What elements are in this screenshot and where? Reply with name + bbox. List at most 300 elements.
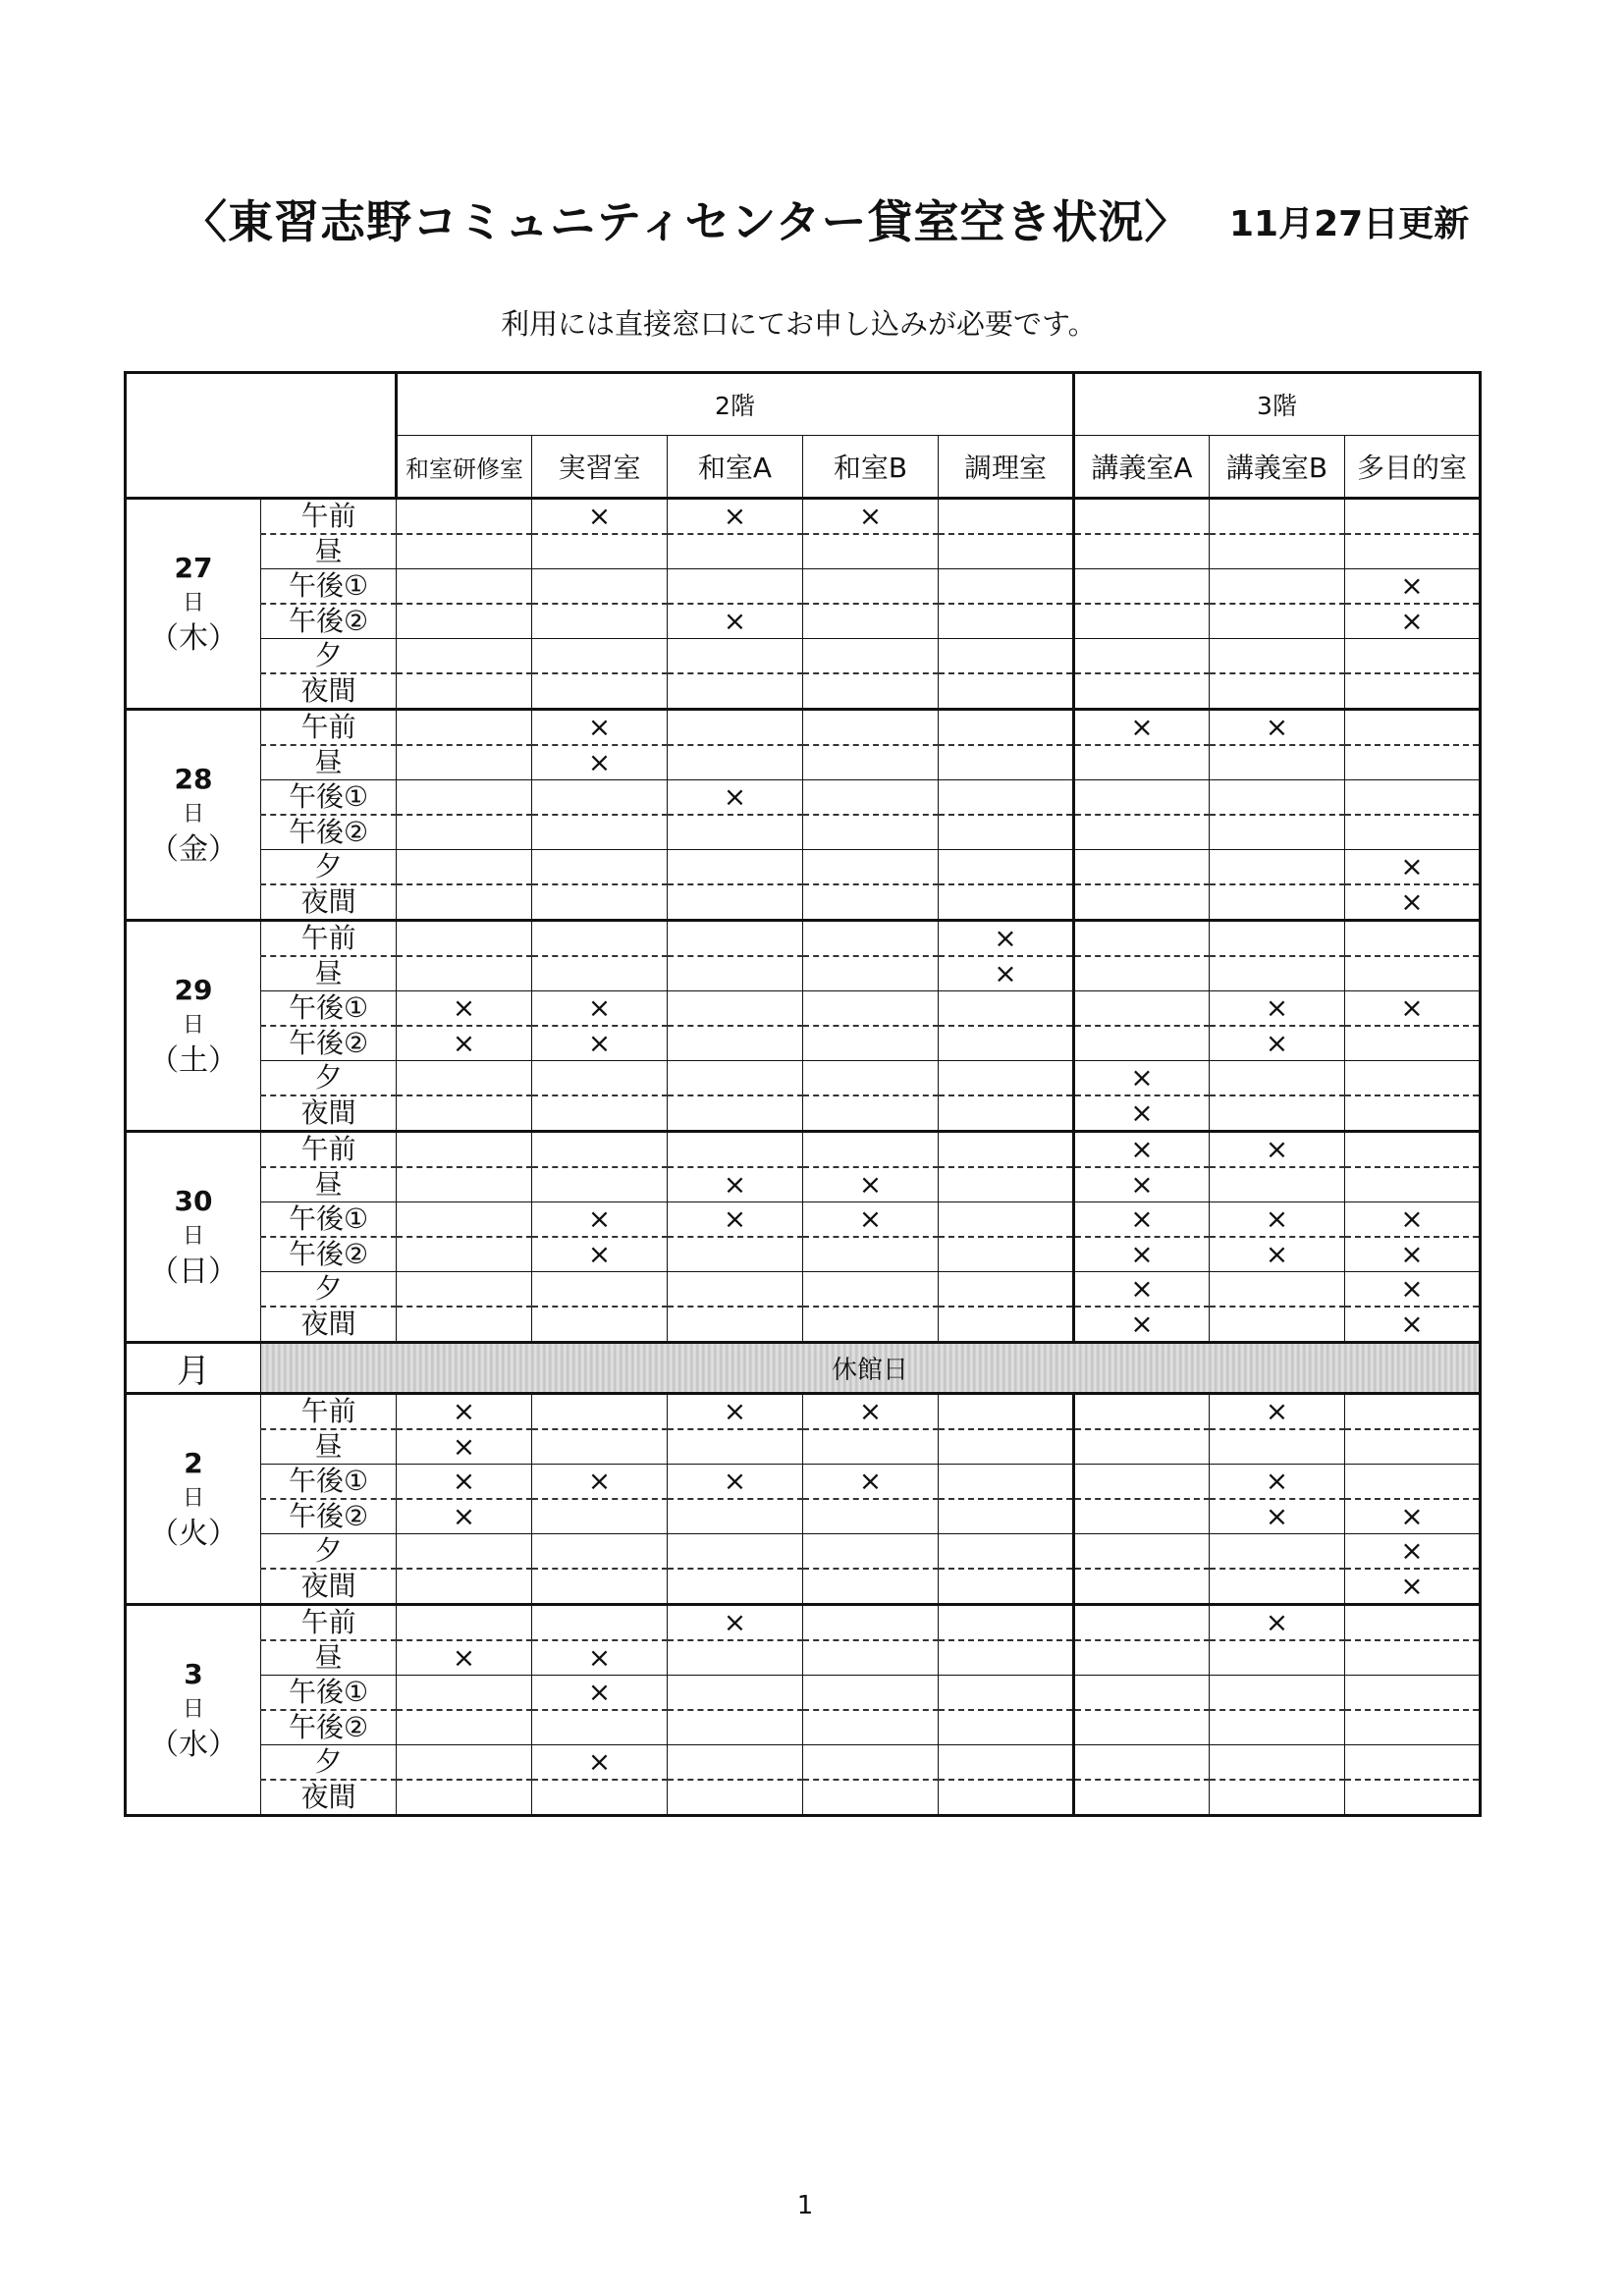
availability-cell [397,1780,532,1816]
availability-cell [939,673,1074,710]
table-row [126,1167,1481,1202]
day-unit: 日 [182,1486,204,1511]
availability-cell [397,780,532,816]
room-availability-table [124,371,1482,1817]
availability-cell [803,1569,939,1605]
time-slot-label: 午後② [261,815,397,850]
time-slot-label: 午後① [261,780,397,816]
table-row [126,1569,1481,1605]
time-slot-label: 午後② [261,604,397,639]
availability-cell [1210,884,1345,921]
day-weekday: （土） [149,1043,238,1078]
booked-mark: × [532,1465,668,1500]
availability-cell [939,1307,1074,1343]
table-corner [126,373,397,499]
availability-cell [1210,1780,1345,1816]
booked-mark: × [532,1237,668,1272]
booked-mark: × [1210,1026,1345,1061]
time-slot-label: 午前 [261,1605,397,1641]
booked-mark: × [1345,1569,1481,1605]
availability-cell [1210,1640,1345,1676]
availability-cell [1345,710,1481,746]
time-slot-label: 夕 [261,1061,397,1096]
availability-cell [1345,745,1481,780]
availability-cell [1345,1026,1481,1061]
availability-cell [803,1237,939,1272]
availability-cell [668,1676,803,1711]
booked-mark: × [668,1465,803,1500]
availability-cell [1210,1307,1345,1343]
availability-cell [397,1167,532,1202]
booked-mark: × [668,1605,803,1641]
availability-cell [1074,1499,1210,1534]
booked-mark: × [803,499,939,535]
availability-cell [397,1710,532,1745]
availability-cell [803,1745,939,1781]
availability-cell [803,1132,939,1168]
availability-cell [803,1061,939,1096]
table-row [126,1202,1481,1238]
availability-cell [1210,815,1345,850]
availability-cell [1345,1676,1481,1711]
day-number: 29 [174,974,213,1006]
availability-cell [668,710,803,746]
table-row [126,1676,1481,1711]
availability-cell [939,604,1074,639]
booked-mark: × [397,1394,532,1430]
closed-day-row [126,1343,1481,1394]
availability-cell [1210,534,1345,569]
availability-cell [668,534,803,569]
booked-mark: × [532,991,668,1027]
time-slot-label: 夜間 [261,1569,397,1605]
booked-mark: × [1074,1132,1210,1168]
availability-cell [1074,1429,1210,1465]
availability-cell [668,745,803,780]
availability-cell [668,1307,803,1343]
availability-cell [1074,991,1210,1027]
availability-cell [803,850,939,885]
availability-cell [803,569,939,605]
availability-cell [939,1605,1074,1641]
availability-cell [397,673,532,710]
availability-cell [397,1605,532,1641]
booked-mark: × [1074,1167,1210,1202]
availability-cell [1074,569,1210,605]
availability-cell [1345,1429,1481,1465]
room-header: 和室研修室 [397,436,532,499]
day-cell [126,921,261,1132]
availability-cell [939,1026,1074,1061]
booked-mark: × [1210,1394,1345,1430]
day-weekday: （水） [149,1728,238,1762]
time-slot-label: 午後① [261,1676,397,1711]
time-slot-label: 夕 [261,639,397,674]
availability-cell [1074,956,1210,991]
time-slot-label: 午前 [261,921,397,957]
booked-mark: × [668,1167,803,1202]
table-row [126,1499,1481,1534]
availability-cell [532,1272,668,1308]
time-slot-label: 午後② [261,1710,397,1745]
booked-mark: × [532,499,668,535]
availability-cell [668,1237,803,1272]
availability-cell [532,850,668,885]
booked-mark: × [1074,1061,1210,1096]
time-slot-label: 午前 [261,1132,397,1168]
time-slot-label: 午後② [261,1499,397,1534]
availability-cell [939,499,1074,535]
availability-cell [532,1167,668,1202]
day-weekday: （日） [149,1255,238,1289]
availability-cell [668,673,803,710]
time-slot-label: 夕 [261,1745,397,1781]
availability-cell [397,534,532,569]
availability-cell [803,1605,939,1641]
booked-mark: × [939,921,1074,957]
table-row [126,1095,1481,1132]
availability-cell [1345,956,1481,991]
booked-mark: × [1345,1237,1481,1272]
booked-mark: × [397,1465,532,1500]
booked-mark: × [532,1745,668,1781]
availability-cell [397,1237,532,1272]
availability-cell [397,639,532,674]
table-row [126,1745,1481,1781]
availability-cell [1345,1710,1481,1745]
table-row [126,1026,1481,1061]
availability-cell [668,815,803,850]
availability-cell [939,1061,1074,1096]
availability-cell [1074,1394,1210,1430]
availability-cell [668,850,803,885]
availability-cell [1345,499,1481,535]
availability-cell [939,850,1074,885]
availability-cell [397,1061,532,1096]
availability-cell [532,1061,668,1096]
availability-cell [397,604,532,639]
availability-cell [939,1640,1074,1676]
booked-mark: × [1210,1132,1345,1168]
availability-cell [668,1780,803,1816]
availability-cell [1074,1605,1210,1641]
availability-cell [939,1534,1074,1570]
time-slot-label: 午後② [261,1026,397,1061]
availability-cell [532,1095,668,1132]
availability-cell [1210,569,1345,605]
availability-cell [1210,921,1345,957]
booked-mark: × [668,1202,803,1238]
table-row [126,815,1481,850]
time-slot-label: 夜間 [261,1095,397,1132]
availability-cell [939,991,1074,1027]
time-slot-label: 昼 [261,1640,397,1676]
availability-cell [803,604,939,639]
booked-mark: × [1345,569,1481,605]
availability-cell [668,1272,803,1308]
availability-cell [1345,639,1481,674]
availability-cell [1345,815,1481,850]
table-row [126,1710,1481,1745]
availability-cell [532,921,668,957]
time-slot-label: 昼 [261,1167,397,1202]
room-header: 多目的室 [1345,436,1481,499]
time-slot-label: 昼 [261,534,397,569]
availability-cell [1210,1272,1345,1308]
availability-cell [1074,815,1210,850]
availability-cell [1345,1465,1481,1500]
floor-header: 3階 [1074,373,1481,436]
time-slot-label: 夜間 [261,884,397,921]
table-row [126,534,1481,569]
availability-cell [532,569,668,605]
availability-cell [1210,1745,1345,1781]
availability-cell [1345,1780,1481,1816]
closed-notice: 休館日 [261,1343,1481,1394]
availability-cell [939,815,1074,850]
update-date: 11月27日更新 [1229,204,1470,244]
table-row [126,780,1481,816]
time-slot-label: 午前 [261,710,397,746]
availability-cell [668,1132,803,1168]
booked-mark: × [532,1026,668,1061]
availability-cell [1345,780,1481,816]
availability-cell [939,745,1074,780]
availability-cell [397,1745,532,1781]
booked-mark: × [1345,1499,1481,1534]
availability-cell [939,1710,1074,1745]
day-unit: 日 [182,1013,204,1038]
table-row [126,604,1481,639]
room-header: 実習室 [532,436,668,499]
booked-mark: × [1074,710,1210,746]
day-number: 2 [184,1447,203,1479]
availability-cell [1074,1465,1210,1500]
table-row [126,1272,1481,1308]
availability-cell [1210,956,1345,991]
day-weekday: （金） [149,832,238,867]
availability-cell [803,884,939,921]
availability-cell [803,1026,939,1061]
availability-cell [668,991,803,1027]
time-slot-label: 夕 [261,1534,397,1570]
availability-cell [532,884,668,921]
availability-cell [397,1569,532,1605]
table-row [126,1307,1481,1343]
availability-cell [397,1272,532,1308]
availability-cell [1210,639,1345,674]
time-slot-label: 昼 [261,745,397,780]
time-slot-label: 昼 [261,1429,397,1465]
booked-mark: × [668,604,803,639]
booked-mark: × [1345,1534,1481,1570]
availability-cell [803,1710,939,1745]
day-number: 30 [174,1185,213,1217]
availability-cell [1074,1745,1210,1781]
availability-cell [397,1307,532,1343]
availability-cell [1074,534,1210,569]
day-unit: 日 [182,802,204,827]
availability-cell [532,1307,668,1343]
availability-cell [1345,1640,1481,1676]
availability-cell [803,710,939,746]
day-cell [126,1394,261,1605]
availability-cell [939,1780,1074,1816]
availability-cell [1210,780,1345,816]
availability-cell [1074,1640,1210,1676]
booked-mark: × [1074,1307,1210,1343]
time-slot-label: 午後① [261,1465,397,1500]
availability-cell [1345,673,1481,710]
availability-cell [668,1640,803,1676]
table-row [126,1429,1481,1465]
availability-cell [1345,1605,1481,1641]
booked-mark: × [397,991,532,1027]
day-cell [126,1605,261,1816]
availability-cell [397,956,532,991]
table-row [126,1465,1481,1500]
availability-cell [668,1095,803,1132]
availability-cell [397,1676,532,1711]
booked-mark: × [1074,1095,1210,1132]
booked-mark: × [532,1640,668,1676]
availability-cell [803,780,939,816]
table-row [126,569,1481,605]
availability-cell [1210,1167,1345,1202]
day-weekday: （火） [149,1517,238,1551]
availability-cell [939,569,1074,605]
booked-mark: × [1210,1499,1345,1534]
availability-cell [1074,884,1210,921]
booked-mark: × [1210,1237,1345,1272]
availability-cell [939,1394,1074,1430]
availability-cell [1210,745,1345,780]
table-row [126,991,1481,1027]
availability-cell [1210,1710,1345,1745]
availability-cell [532,1569,668,1605]
booked-mark: × [1074,1237,1210,1272]
availability-cell [939,1237,1074,1272]
booked-mark: × [1345,991,1481,1027]
booked-mark: × [939,956,1074,991]
availability-cell [1345,1167,1481,1202]
availability-cell [803,921,939,957]
availability-cell [803,639,939,674]
day-weekday: （木） [149,621,238,656]
table-row [126,499,1481,535]
closed-day-label: 月 [126,1343,261,1394]
table-row [126,1780,1481,1816]
table-row [126,745,1481,780]
table-row [126,1534,1481,1570]
booked-mark: × [1210,1465,1345,1500]
availability-cell [532,673,668,710]
availability-cell [532,1605,668,1641]
day-cell [126,710,261,921]
availability-cell [1210,1061,1345,1096]
availability-cell [1345,1745,1481,1781]
availability-cell [668,569,803,605]
availability-cell [1074,639,1210,674]
availability-cell [939,1569,1074,1605]
time-slot-label: 午前 [261,1394,397,1430]
booked-mark: × [668,499,803,535]
table-row [126,1394,1481,1430]
table-row [126,673,1481,710]
availability-cell [397,1534,532,1570]
availability-cell [532,1534,668,1570]
availability-cell [939,1202,1074,1238]
table-row [126,921,1481,957]
availability-cell [532,1710,668,1745]
booked-mark: × [532,710,668,746]
booked-mark: × [532,1202,668,1238]
availability-cell [939,1167,1074,1202]
day-cell [126,499,261,710]
booked-mark: × [803,1465,939,1500]
availability-cell [532,1499,668,1534]
floor-header: 2階 [397,373,1074,436]
booked-mark: × [1345,1272,1481,1308]
application-notice: 利用には直接窓口にてお申し込みが必要です。 [501,307,1097,341]
availability-cell [1074,673,1210,710]
availability-cell [397,884,532,921]
availability-cell [1074,1676,1210,1711]
booked-mark: × [1074,1272,1210,1308]
availability-cell [1074,850,1210,885]
availability-cell [532,780,668,816]
availability-cell [803,534,939,569]
table-row [126,1237,1481,1272]
availability-cell [1074,780,1210,816]
availability-cell [939,1465,1074,1500]
availability-cell [397,850,532,885]
availability-cell [803,1095,939,1132]
availability-cell [668,1061,803,1096]
time-slot-label: 午前 [261,499,397,535]
availability-cell [1345,1095,1481,1132]
availability-cell [397,1095,532,1132]
booked-mark: × [1210,710,1345,746]
availability-cell [668,1499,803,1534]
day-unit: 日 [182,1224,204,1249]
availability-cell [532,1780,668,1816]
day-number: 28 [174,763,213,795]
booked-mark: × [1345,1202,1481,1238]
availability-cell [939,1132,1074,1168]
booked-mark: × [397,1499,532,1534]
availability-cell [803,1534,939,1570]
availability-cell [668,1026,803,1061]
availability-cell [532,604,668,639]
availability-cell [803,1307,939,1343]
day-number: 27 [174,552,213,584]
booked-mark: × [803,1167,939,1202]
table-row [126,850,1481,885]
availability-cell [532,534,668,569]
room-header: 講義室A [1074,436,1210,499]
availability-cell [803,1780,939,1816]
availability-cell [1345,921,1481,957]
availability-cell [668,1745,803,1781]
availability-cell [939,1272,1074,1308]
booked-mark: × [1345,604,1481,639]
booked-mark: × [532,745,668,780]
availability-cell [939,1429,1074,1465]
booked-mark: × [1210,1605,1345,1641]
booked-mark: × [1345,1307,1481,1343]
table-row [126,956,1481,991]
